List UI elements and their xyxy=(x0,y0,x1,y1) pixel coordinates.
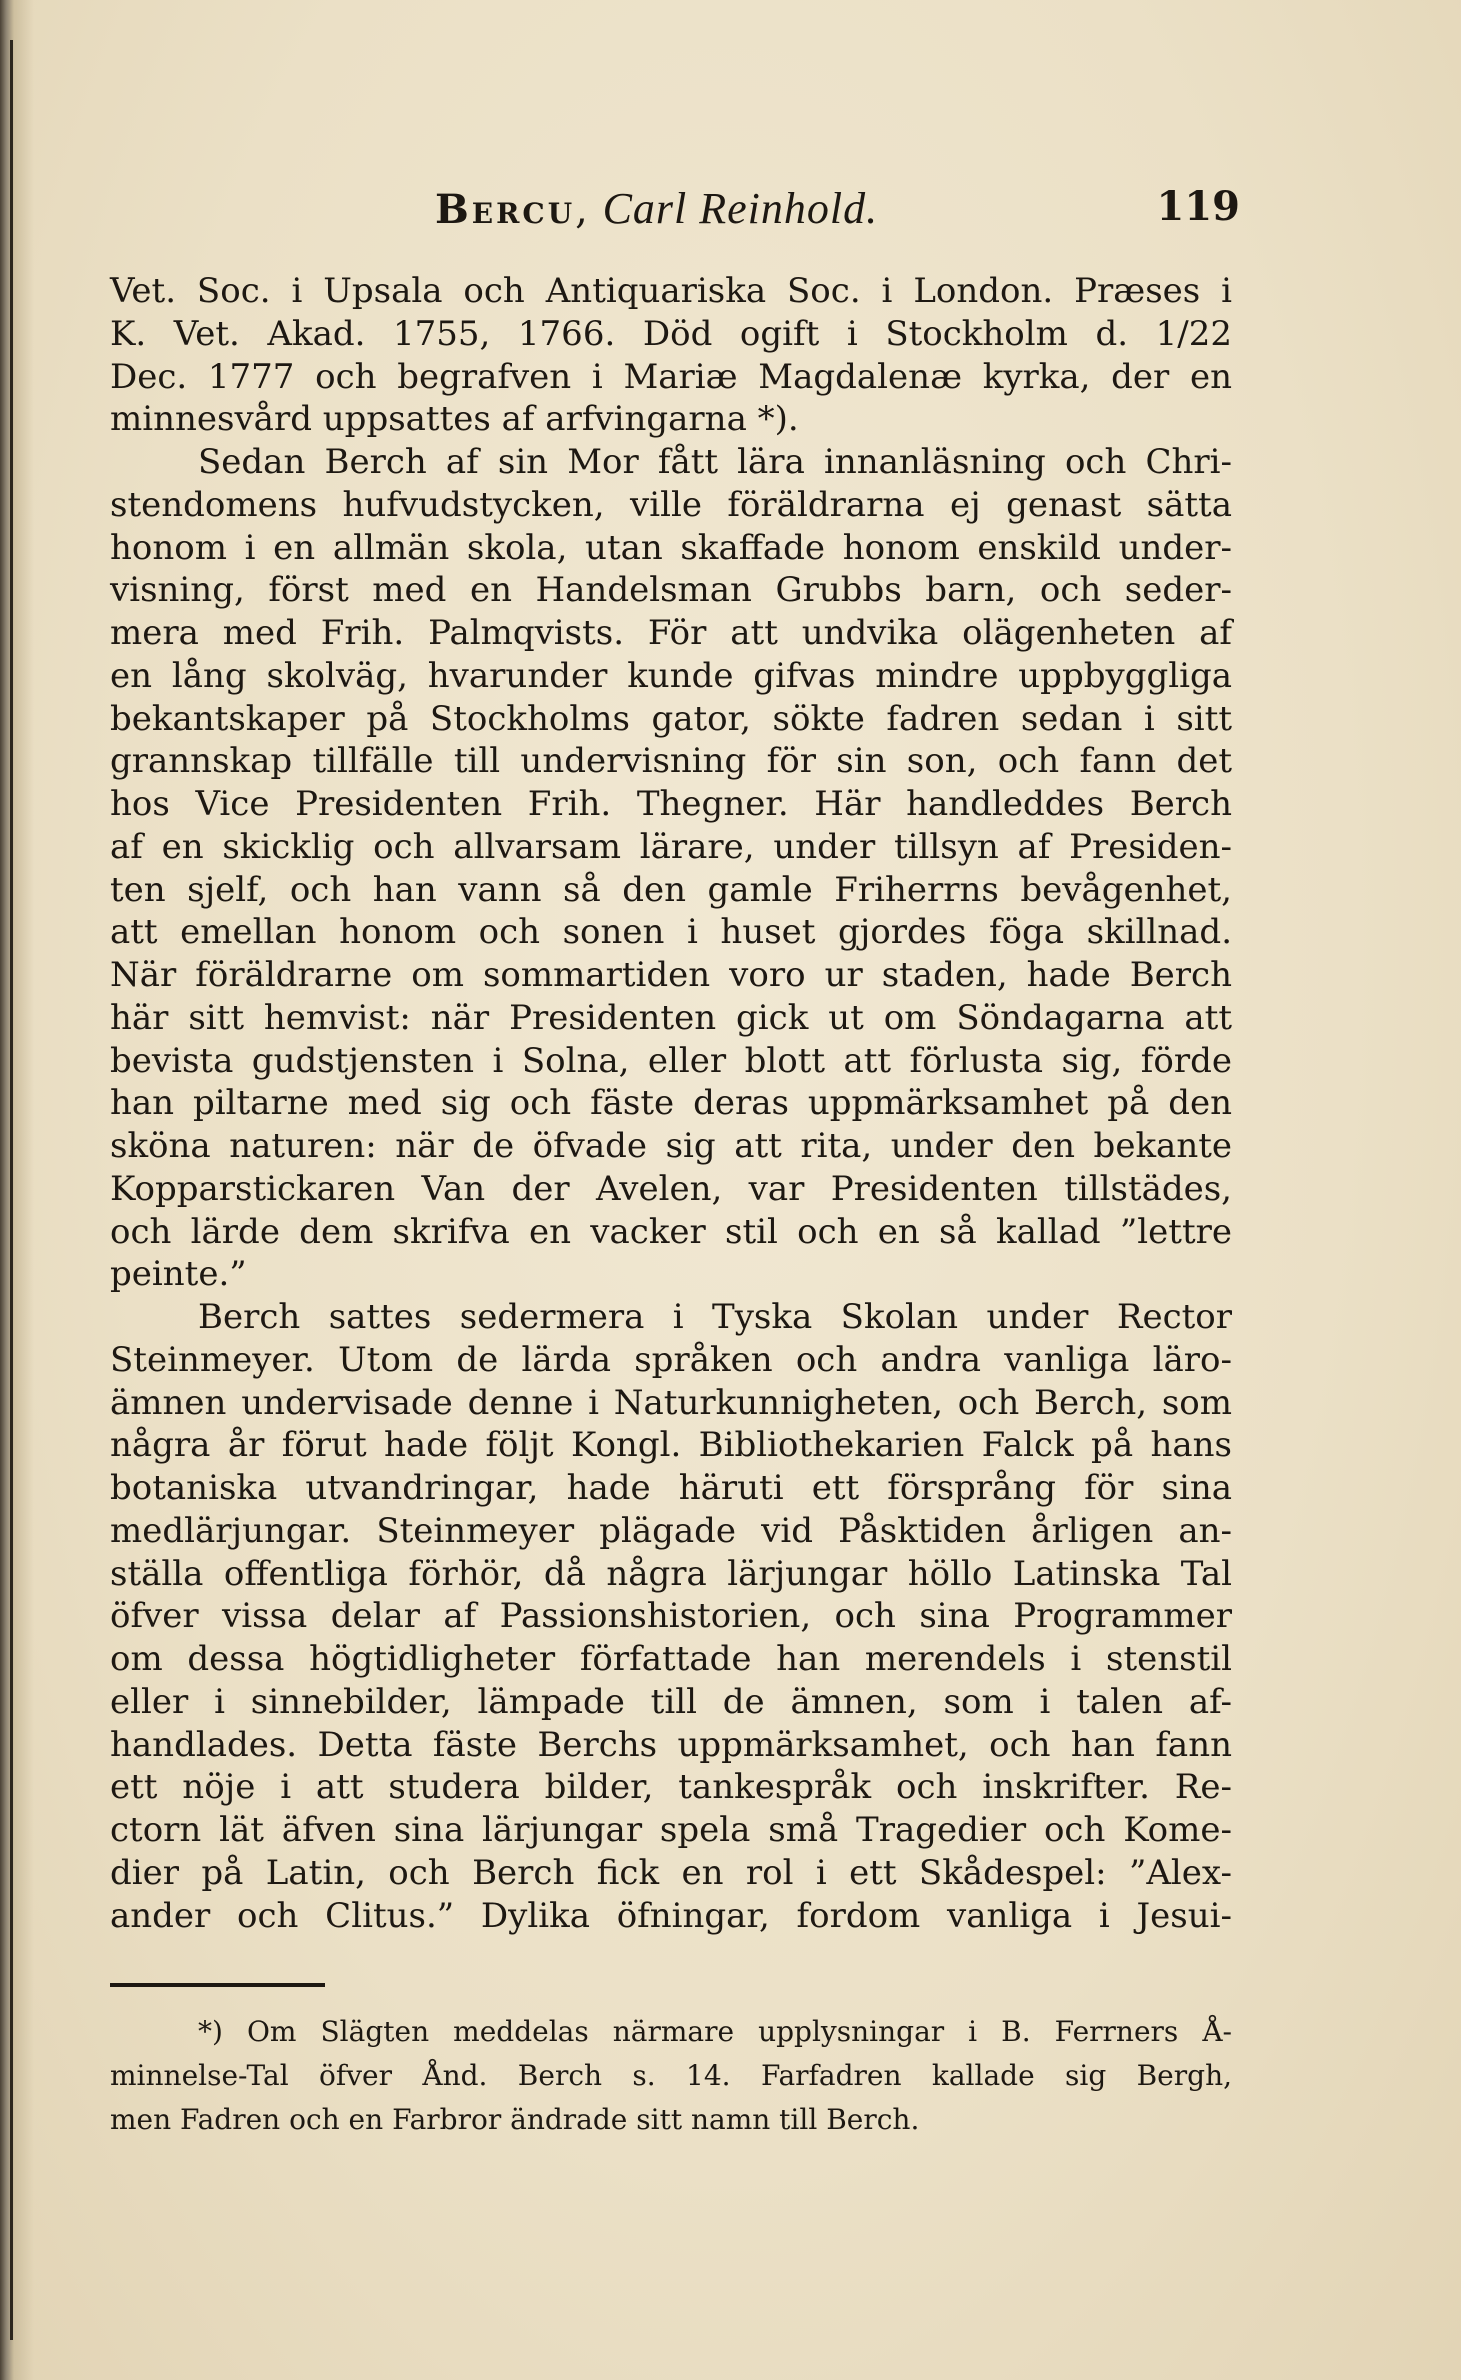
text-line: ett nöje i att studera bilder, tankespråk och inskrifter. Re- xyxy=(110,1767,1232,1808)
text-line: bekantskaper på Stockholms gator, sökte fadren sedan i sitt xyxy=(110,698,1232,739)
text-line: stendomens hufvudstycken, ville föräldrarna ej genast sätta xyxy=(110,484,1232,525)
running-head-title xyxy=(435,183,878,234)
text-line: K. Vet. Akad. 1755, 1766. Död ogift i Stockholm d. 1/22 xyxy=(110,313,1232,354)
text-line: ctorn lät äfven sina lärjungar spela små Tragedier och Kome- xyxy=(110,1810,1232,1850)
text-line: Steinmeyer. Utom de lärda språken och andra vanliga läro- xyxy=(110,1339,1232,1380)
running-head-given-name: Carl Reinhold. xyxy=(602,184,879,233)
text-line: Dec. 1777 och begrafven i Mariæ Magdalenæ kyrka, der en xyxy=(110,356,1232,397)
footnote-line: men Fadren och en Farbror ändrade sitt namn till Berch. xyxy=(110,2103,920,2136)
page-binding-line xyxy=(10,40,13,2340)
text-line: medlärjungar. Steinmeyer plägade vid Påsktiden årligen an- xyxy=(110,1510,1232,1551)
text-line: ämnen undervisade denne i Naturkunnigheten, och Berch, som xyxy=(110,1382,1232,1423)
text-line: mera med Frih. Palmqvists. För att undvika olägenheten af xyxy=(110,613,1232,653)
text-line: bevista gudstjensten i Solna, eller blott att förlusta sig, förde xyxy=(110,1040,1232,1081)
text-line: ander och Clitus.” Dylika öfningar, fordom vanliga i Jesui- xyxy=(110,1895,1232,1936)
text-line: När föräldrarne om sommartiden voro ur staden, hade Berch xyxy=(110,955,1232,995)
text-line: öfver vissa delar af Passionshistorien, och sina Programmer xyxy=(110,1596,1232,1637)
footnotes xyxy=(110,2010,1232,2142)
text-line: en lång skolväg, hvarunder kunde gifvas mindre uppbyggliga xyxy=(110,655,1232,696)
running-head-surname: Bercu xyxy=(435,186,576,233)
text-line: eller i sinnebilder, lämpade till de ämnen, som i talen af- xyxy=(110,1681,1232,1722)
running-head xyxy=(110,183,1240,243)
footnote-line: minnelse-Tal öfver Ånd. Berch s. 14. Farfadren kallade sig Bergh, xyxy=(110,2059,1232,2092)
text-line: han piltarne med sig och fäste deras uppmärksamhet på den xyxy=(110,1083,1232,1124)
text-line: här sitt hemvist: när Presidenten gick ut om Söndagarna att xyxy=(110,997,1232,1038)
body-text xyxy=(110,270,1232,1937)
text-line: hos Vice Presidenten Frih. Thegner. Här handleddes Berch xyxy=(110,784,1232,824)
text-line: botaniska utvandringar, hade häruti ett försprång för sina xyxy=(110,1468,1232,1508)
text-line: minnesvård uppsattes af arfvingarna *). xyxy=(110,399,799,440)
text-line: Sedan Berch af sin Mor fått lära innanläsning och Chri- xyxy=(198,442,1232,482)
text-line: af en skicklig och allvarsam lärare, under tillsyn af Presiden- xyxy=(110,826,1232,867)
text-line: honom i en allmän skola, utan skaffade honom enskild under- xyxy=(110,527,1232,568)
page-binding-edge xyxy=(0,0,34,2380)
text-line: peinte.” xyxy=(110,1254,247,1295)
text-line: Berch sattes sedermera i Tyska Skolan under Rector xyxy=(198,1297,1232,1337)
text-line: visning, först med en Handelsman Grubbs barn, och seder- xyxy=(110,570,1232,611)
page-number: 119 xyxy=(1156,183,1240,230)
text-line: sköna naturen: när de öfvade sig att rita, under den bekante xyxy=(110,1126,1232,1166)
text-line: Kopparstickaren Van der Avelen, var Presidenten tillstädes, xyxy=(110,1168,1232,1209)
running-head-separator: , xyxy=(575,187,589,233)
text-line: handlades. Detta fäste Berchs uppmärksamhet, och han fann xyxy=(110,1724,1232,1765)
footnote-line: *) Om Slägten meddelas närmare upplysningar i B. Ferrners Å- xyxy=(198,2015,1232,2048)
text-line: och lärde dem skrifva en vacker stil och en så kallad ”lettre xyxy=(110,1211,1232,1252)
text-line: om dessa högtidligheter författade han merendels i stenstil xyxy=(110,1639,1232,1679)
text-line: ten sjelf, och han vann så den gamle Friherrns bevågenhet, xyxy=(110,869,1232,910)
text-line: att emellan honom och sonen i huset gjordes föga skillnad. xyxy=(110,912,1232,953)
text-line: Vet. Soc. i Upsala och Antiquariska Soc. i London. Præses i xyxy=(110,271,1232,311)
text-line: några år förut hade följt Kongl. Bibliothekarien Falck på hans xyxy=(110,1425,1232,1466)
footnote-divider xyxy=(110,1983,325,1987)
text-line: dier på Latin, och Berch fick en rol i ett Skådespel: ”Alex- xyxy=(110,1852,1232,1893)
text-line: ställa offentliga förhör, då några lärjungar höllo Latinska Tal xyxy=(110,1553,1232,1594)
text-line: grannskap tillfälle till undervisning för sin son, och fann det xyxy=(110,741,1232,782)
